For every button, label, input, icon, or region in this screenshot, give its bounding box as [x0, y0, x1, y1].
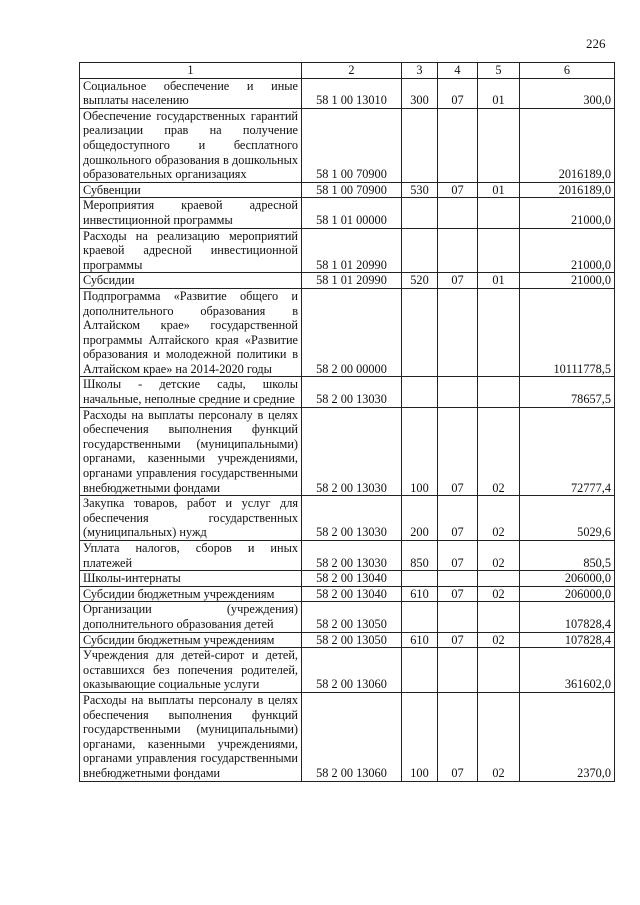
row-code: 58 1 01 00000: [302, 198, 402, 228]
table-row: [80, 648, 615, 693]
row-section: 07: [438, 273, 478, 289]
row-subsection: 02: [478, 541, 520, 571]
row-expense-type: 100: [402, 407, 438, 496]
row-section: 07: [438, 541, 478, 571]
row-code: 58 1 01 20990: [302, 228, 402, 273]
row-subsection: [478, 228, 520, 273]
table-row: [80, 78, 615, 108]
row-expense-type: 100: [402, 692, 438, 781]
row-name: Социальное обеспечение и иные выплаты населению: [80, 78, 302, 108]
row-subsection: [478, 288, 520, 377]
row-subsection: [478, 108, 520, 182]
row-name: Школы-интернаты: [80, 571, 302, 587]
row-amount: 78657,5: [520, 377, 615, 407]
row-amount: 206000,0: [520, 586, 615, 602]
table-row: [80, 571, 615, 587]
row-name: Мероприятия краевой адресной инвестиционной программы: [80, 198, 302, 228]
row-amount: 2016189,0: [520, 182, 615, 198]
row-code: 58 2 00 13060: [302, 648, 402, 693]
row-code: 58 2 00 13050: [302, 632, 402, 648]
row-name: Расходы на выплаты персоналу в целях обеспечения выполнения функций государственными (муниципальными) органами, казенными учреждениями, органами управления государственными внебюджетными фондами: [80, 407, 302, 496]
table-row: [80, 632, 615, 648]
row-code: 58 2 00 13060: [302, 692, 402, 781]
row-expense-type: [402, 571, 438, 587]
row-name: Субсидии бюджетным учреждениям: [80, 632, 302, 648]
row-subsection: [478, 377, 520, 407]
table-row: [80, 586, 615, 602]
table-row: [80, 377, 615, 407]
row-code: 58 2 00 13040: [302, 586, 402, 602]
row-code: 58 2 00 13030: [302, 377, 402, 407]
row-name: Субсидии: [80, 273, 302, 289]
row-expense-type: 200: [402, 496, 438, 541]
row-amount: 107828,4: [520, 632, 615, 648]
row-subsection: 01: [478, 78, 520, 108]
table-header-row: [80, 63, 615, 79]
row-name: Субсидии бюджетным учреждениям: [80, 586, 302, 602]
row-amount: 2370,0: [520, 692, 615, 781]
column-header: 6: [520, 63, 615, 79]
row-section: 07: [438, 632, 478, 648]
row-amount: 21000,0: [520, 228, 615, 273]
row-code: 58 1 00 13010: [302, 78, 402, 108]
table-row: [80, 407, 615, 496]
row-subsection: 01: [478, 273, 520, 289]
row-code: 58 2 00 13030: [302, 496, 402, 541]
column-header: 1: [80, 63, 302, 79]
row-section: [438, 648, 478, 693]
row-subsection: 02: [478, 692, 520, 781]
row-name: Учреждения для детей-сирот и детей, оставшихся без попечения родителей, оказывающие социальные услуги: [80, 648, 302, 693]
table-row: [80, 182, 615, 198]
row-name: Уплата налогов, сборов и иных платежей: [80, 541, 302, 571]
row-expense-type: 300: [402, 78, 438, 108]
row-name: Школы - детские сады, школы начальные, неполные средние и средние: [80, 377, 302, 407]
row-amount: 10111778,5: [520, 288, 615, 377]
row-expense-type: 850: [402, 541, 438, 571]
column-header: 4: [438, 63, 478, 79]
row-code: 58 2 00 00000: [302, 288, 402, 377]
column-header: 5: [478, 63, 520, 79]
table-row: [80, 273, 615, 289]
row-expense-type: [402, 198, 438, 228]
row-subsection: [478, 571, 520, 587]
row-section: 07: [438, 407, 478, 496]
row-code: 58 2 00 13030: [302, 541, 402, 571]
row-section: 07: [438, 78, 478, 108]
row-expense-type: [402, 288, 438, 377]
row-subsection: [478, 648, 520, 693]
row-amount: 850,5: [520, 541, 615, 571]
row-section: [438, 228, 478, 273]
row-name: Обеспечение государственных гарантий реализации прав на получение общедоступного и бесплатного дошкольного образования в дошкольных образовательных организациях: [80, 108, 302, 182]
row-name: Организации (учреждения) дополнительного образования детей: [80, 602, 302, 632]
row-section: [438, 198, 478, 228]
row-name: Расходы на выплаты персоналу в целях обеспечения выполнения функций государственными (муниципальными) органами, казенными учреждениями, органами управления государственными внебюджетными фондами: [80, 692, 302, 781]
row-expense-type: 530: [402, 182, 438, 198]
row-expense-type: [402, 602, 438, 632]
row-code: 58 2 00 13050: [302, 602, 402, 632]
table-row: [80, 228, 615, 273]
row-amount: 107828,4: [520, 602, 615, 632]
row-name: Расходы на реализацию мероприятий краевой адресной инвестиционной программы: [80, 228, 302, 273]
row-amount: 206000,0: [520, 571, 615, 587]
row-subsection: 02: [478, 496, 520, 541]
row-section: 07: [438, 182, 478, 198]
row-section: [438, 108, 478, 182]
row-name: Субвенции: [80, 182, 302, 198]
table-row: [80, 602, 615, 632]
row-expense-type: 520: [402, 273, 438, 289]
row-amount: 21000,0: [520, 273, 615, 289]
row-subsection: [478, 602, 520, 632]
row-section: [438, 571, 478, 587]
row-section: [438, 288, 478, 377]
table-row: [80, 288, 615, 377]
table-row: [80, 198, 615, 228]
row-expense-type: 610: [402, 586, 438, 602]
row-code: 58 1 01 20990: [302, 273, 402, 289]
row-section: [438, 602, 478, 632]
row-amount: 300,0: [520, 78, 615, 108]
row-subsection: 02: [478, 407, 520, 496]
row-section: 07: [438, 692, 478, 781]
row-expense-type: [402, 377, 438, 407]
row-amount: 2016189,0: [520, 108, 615, 182]
row-section: 07: [438, 586, 478, 602]
column-header: 2: [302, 63, 402, 79]
row-code: 58 1 00 70900: [302, 182, 402, 198]
table-row: [80, 496, 615, 541]
row-subsection: 02: [478, 586, 520, 602]
row-expense-type: 610: [402, 632, 438, 648]
row-code: 58 2 00 13030: [302, 407, 402, 496]
row-amount: 5029,6: [520, 496, 615, 541]
budget-table: [79, 62, 615, 782]
page-number: 226: [586, 36, 606, 51]
row-subsection: 01: [478, 182, 520, 198]
table-row: [80, 108, 615, 182]
row-expense-type: [402, 108, 438, 182]
row-subsection: 02: [478, 632, 520, 648]
table-row: [80, 692, 615, 781]
table-row: [80, 541, 615, 571]
row-amount: 361602,0: [520, 648, 615, 693]
row-amount: 72777,4: [520, 407, 615, 496]
row-code: 58 1 00 70900: [302, 108, 402, 182]
row-expense-type: [402, 648, 438, 693]
row-code: 58 2 00 13040: [302, 571, 402, 587]
row-section: [438, 377, 478, 407]
row-name: Закупка товаров, работ и услуг для обеспечения государственных (муниципальных) нужд: [80, 496, 302, 541]
row-expense-type: [402, 228, 438, 273]
row-subsection: [478, 198, 520, 228]
row-amount: 21000,0: [520, 198, 615, 228]
column-header: 3: [402, 63, 438, 79]
row-section: 07: [438, 496, 478, 541]
row-name: Подпрограмма «Развитие общего и дополнительного образования в Алтайском крае» государственной программы Алтайского края «Развитие образования и молодежной политики в Алтайском крае» на 2014-2020 годы: [80, 288, 302, 377]
